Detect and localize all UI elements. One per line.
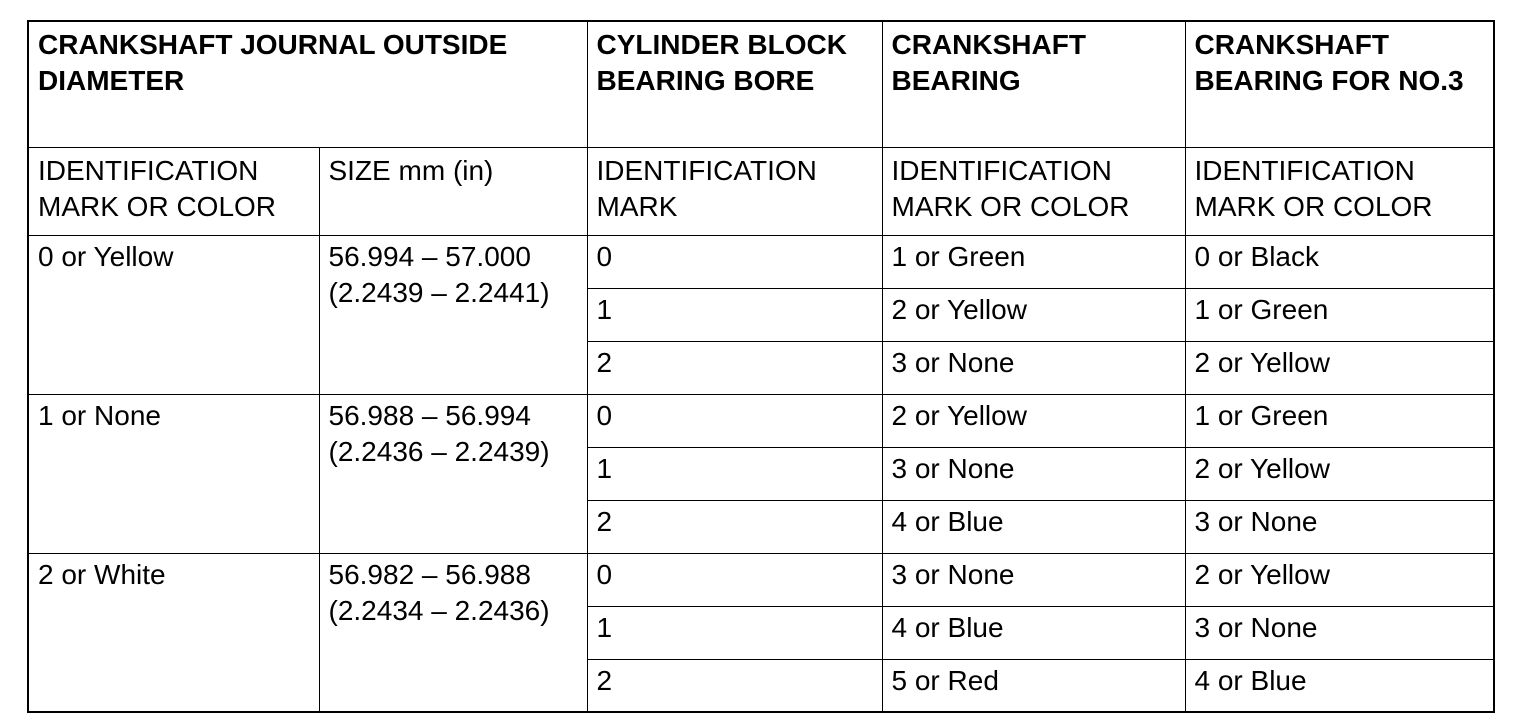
journal-size-cell — [319, 394, 587, 553]
bore-mark-cell: 0 — [587, 235, 882, 288]
bearing-mark-cell: 3 or None — [882, 447, 1185, 500]
header-crankshaft-bearing: CRANKSHAFT BEARING — [882, 21, 1185, 147]
journal-size-cell — [319, 235, 587, 394]
bearing-no3-mark-cell: 3 or None — [1185, 500, 1494, 553]
journal-mark-cell: 1 or None — [28, 394, 319, 553]
bearing-no3-mark-cell: 3 or None — [1185, 606, 1494, 659]
bearing-no3-mark-cell: 1 or Green — [1185, 288, 1494, 341]
subheader-journal-mark: IDENTIFICATION MARK OR COLOR — [28, 147, 319, 235]
size-in: (2.2439 – 2.2441) — [328, 276, 550, 308]
subheader-block-mark: IDENTIFICATION MARK — [587, 147, 882, 235]
bearing-mark-cell: 4 or Blue — [882, 500, 1185, 553]
bearing-mark-cell: 1 or Green — [882, 235, 1185, 288]
table-row — [28, 553, 1494, 606]
size-mm: 56.982 – 56.988 — [328, 558, 531, 590]
bearing-mark-cell: 3 or None — [882, 341, 1185, 394]
size-in: (2.2434 – 2.2436) — [328, 594, 550, 626]
subheader-journal-size: SIZE mm (in) — [319, 147, 587, 235]
bore-mark-cell: 0 — [587, 553, 882, 606]
size-in: (2.2436 – 2.2439) — [328, 435, 550, 467]
bearing-mark-cell: 3 or None — [882, 553, 1185, 606]
bore-mark-cell: 1 — [587, 447, 882, 500]
bearing-no3-mark-cell: 2 or Yellow — [1185, 341, 1494, 394]
bearing-mark-cell: 4 or Blue — [882, 606, 1185, 659]
journal-mark-cell: 2 or White — [28, 553, 319, 712]
bore-mark-cell: 2 — [587, 341, 882, 394]
bore-mark-cell: 1 — [587, 606, 882, 659]
journal-mark-cell: 0 or Yellow — [28, 235, 319, 394]
subheader-bearing-no3-mark: IDENTIFICATION MARK OR COLOR — [1185, 147, 1494, 235]
table-row — [28, 394, 1494, 447]
bearing-no3-mark-cell: 4 or Blue — [1185, 659, 1494, 712]
bearing-no3-mark-cell: 2 or Yellow — [1185, 447, 1494, 500]
bearing-no3-mark-cell: 1 or Green — [1185, 394, 1494, 447]
bore-mark-cell: 0 — [587, 394, 882, 447]
header-crankshaft-bearing-no3: CRANKSHAFT BEARING FOR NO.3 — [1185, 21, 1494, 147]
bearing-mark-cell: 5 or Red — [882, 659, 1185, 712]
bore-mark-cell: 2 — [587, 500, 882, 553]
size-mm: 56.994 – 57.000 — [328, 240, 531, 272]
table-row — [28, 235, 1494, 288]
subheader-row — [28, 147, 1494, 235]
bearing-mark-cell: 2 or Yellow — [882, 394, 1185, 447]
bore-mark-cell: 1 — [587, 288, 882, 341]
subheader-bearing-mark: IDENTIFICATION MARK OR COLOR — [882, 147, 1185, 235]
bearing-no3-mark-cell: 2 or Yellow — [1185, 553, 1494, 606]
journal-size-cell — [319, 553, 587, 712]
header-journal-diameter: CRANKSHAFT JOURNAL OUTSIDE DIAMETER — [28, 21, 587, 147]
size-mm: 56.988 – 56.994 — [328, 399, 531, 431]
header-row — [28, 21, 1494, 147]
header-block-bearing-bore: CYLINDER BLOCK BEARING BORE — [587, 21, 882, 147]
bearing-selection-table — [27, 20, 1495, 713]
bearing-no3-mark-cell: 0 or Black — [1185, 235, 1494, 288]
bearing-mark-cell: 2 or Yellow — [882, 288, 1185, 341]
bore-mark-cell: 2 — [587, 659, 882, 712]
